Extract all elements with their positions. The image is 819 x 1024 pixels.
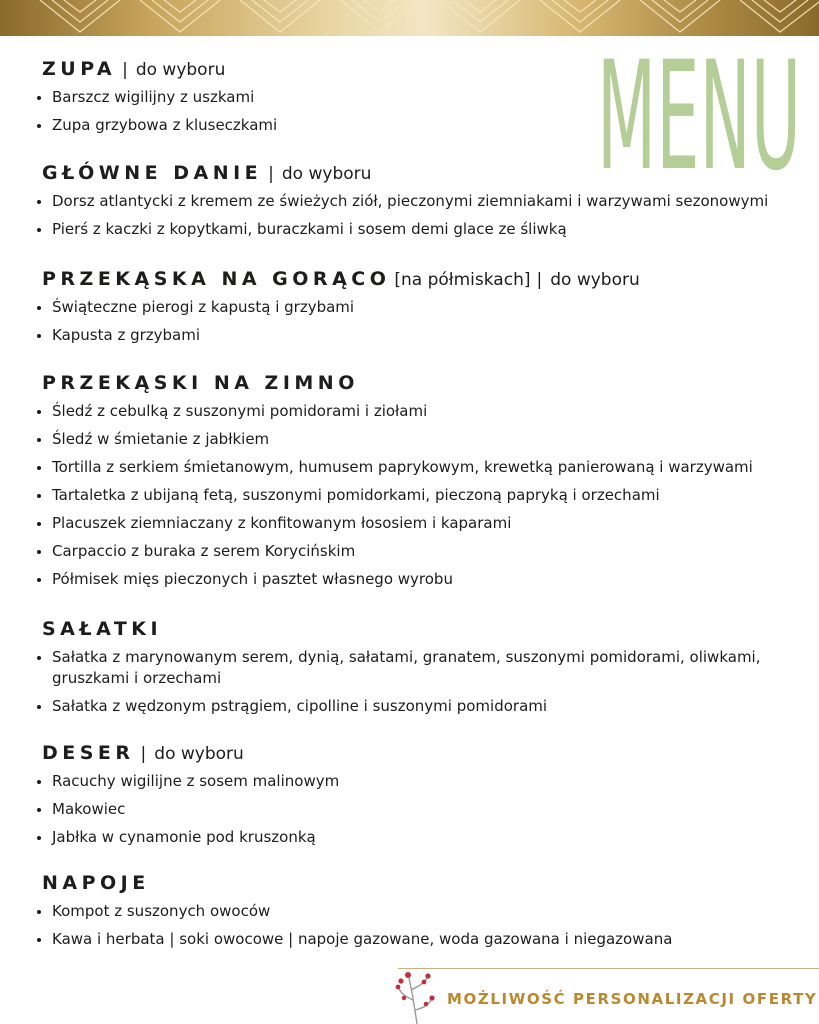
personalization-note: MOŻLIWOŚĆ PERSONALIZACJI OFERTY	[447, 990, 818, 1008]
gold-header-band	[0, 0, 819, 36]
dish-list	[42, 771, 802, 848]
menu-section	[42, 738, 802, 855]
section-title: NAPOJE	[42, 872, 150, 894]
separator: |	[140, 744, 147, 764]
dish-list	[42, 647, 802, 717]
section-heading	[42, 158, 802, 188]
art-deco-pattern	[0, 0, 819, 36]
section-title: DESER	[42, 742, 135, 764]
dish-item: Pierś z kaczki z kopytkami, buraczkami i sosem demi glace ze śliwką	[42, 219, 802, 240]
menu-section	[42, 368, 802, 597]
dish-item: Placuszek ziemniaczany z konfitowanym łososiem i kaparami	[42, 513, 802, 534]
menu-section	[42, 868, 802, 957]
dish-item: Tortilla z serkiem śmietanowym, humusem paprykowym, krewetką panierowaną i warzywami	[42, 457, 802, 478]
dish-list	[42, 297, 802, 346]
footer-divider	[398, 968, 819, 969]
dish-item: Jabłka w cynamonie pod kruszonką	[42, 827, 802, 848]
dish-item: Racuchy wigilijne z sosem malinowym	[42, 771, 802, 792]
dish-item: Makowiec	[42, 799, 802, 820]
section-heading	[42, 368, 802, 398]
dish-item: Carpaccio z buraka z serem Korycińskim	[42, 541, 802, 562]
section-note: do wyboru	[281, 164, 372, 184]
dish-list	[42, 191, 802, 240]
section-title: SAŁATKI	[42, 618, 163, 640]
dish-list	[42, 401, 802, 590]
menu-section	[42, 614, 802, 724]
section-title: ZUPA	[42, 58, 117, 80]
dish-item: Śledź w śmietanie z jabłkiem	[42, 429, 802, 450]
dish-item: Kompot z suszonych owoców	[42, 901, 802, 922]
section-note: do wyboru	[135, 60, 226, 80]
section-title: PRZEKĄSKI NA ZIMNO	[42, 372, 359, 394]
dish-list	[42, 87, 802, 136]
section-heading	[42, 54, 802, 84]
section-heading	[42, 738, 802, 768]
section-note: do wyboru	[154, 744, 244, 764]
dish-item: Świąteczne pierogi z kapustą i grzybami	[42, 297, 802, 318]
menu-section	[42, 264, 802, 353]
section-title: GŁÓWNE DANIE	[42, 162, 263, 184]
svg-text:MENU: MENU	[597, 40, 801, 172]
dish-item: Kawa i herbata | soki owocowe | napoje gazowane, woda gazowana i niegazowana	[42, 929, 802, 950]
dish-item: Półmisek mięs pieczonych i pasztet własnego wyrobu	[42, 569, 802, 590]
dish-list	[42, 901, 802, 950]
dish-item: Dorsz atlantycki z kremem ze świeżych ziół, pieczonymi ziemniakami i warzywami sezonowymi	[42, 191, 802, 212]
dish-item: Sałatka z wędzonym pstrągiem, cipolline i suszonymi pomidorami	[42, 696, 802, 717]
section-title: PRZEKĄSKA NA GORĄCO	[42, 268, 391, 290]
section-heading	[42, 614, 802, 644]
dish-item: Śledź z cebulką z suszonymi pomidorami i ziołami	[42, 401, 802, 422]
dish-item: Barszcz wigilijny z uszkami	[42, 87, 802, 108]
section-heading	[42, 868, 802, 898]
section-heading	[42, 264, 802, 294]
dish-item: Zupa grzybowa z kluseczkami	[42, 115, 802, 136]
menu-section	[42, 54, 802, 143]
dish-item: Kapusta z grzybami	[42, 325, 802, 346]
menu-section	[42, 158, 802, 247]
separator: |	[122, 60, 128, 80]
section-extra: [na półmiskach]	[394, 270, 531, 290]
dish-item: Tartaletka z ubijaną fetą, suszonymi pomidorkami, pieczoną papryką i orzechami	[42, 485, 802, 506]
dish-item: Sałatka z marynowanym serem, dynią, sałatami, granatem, suszonymi pomidorami, oliwkami, gruszkami i orzechami	[42, 647, 802, 689]
berry-sprig-icon	[395, 966, 443, 1024]
section-note: do wyboru	[550, 270, 640, 290]
separator: |	[536, 270, 543, 290]
separator: |	[268, 164, 274, 184]
